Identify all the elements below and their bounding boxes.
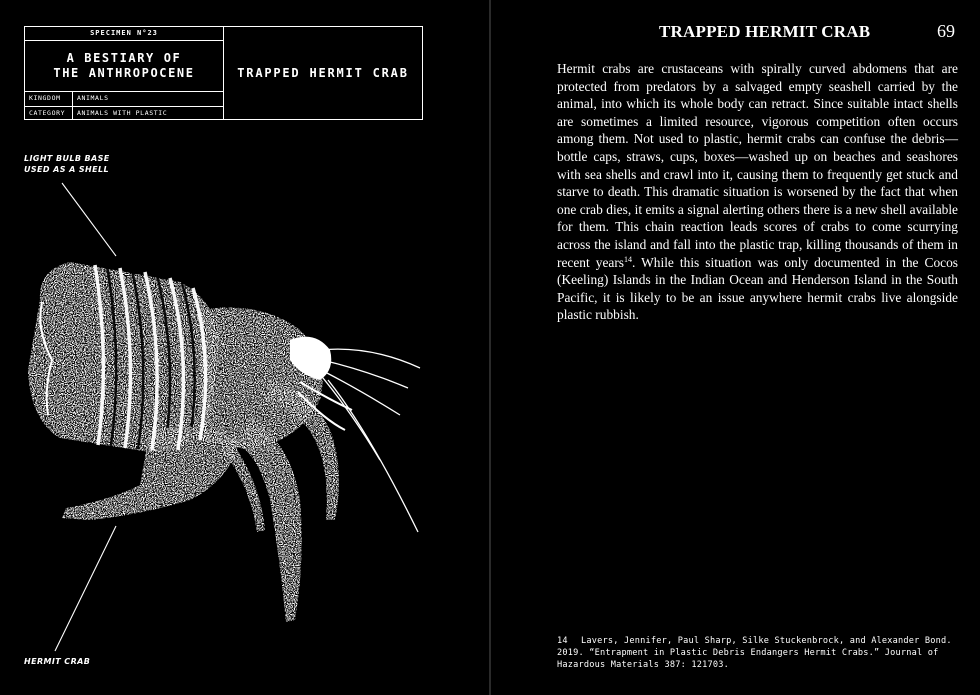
crab-pointer-line	[55, 526, 116, 651]
page-number: 69	[937, 21, 955, 41]
body-paragraph	[557, 60, 958, 324]
right-page	[491, 0, 980, 695]
kingdom-value: ANIMALS	[77, 94, 109, 102]
light-bulb-base-shell-icon	[28, 262, 220, 452]
category-key: CATEGORY	[25, 107, 73, 120]
footnote-text: Lavers, Jennifer, Paul Sharp, Silke Stuckenbrock, and Alexander Bond. 2019. “Entrapment in Plastic Debris Endangers Hermit Crabs.” Journal of Hazardous Materials 387: 121703.	[557, 636, 952, 670]
annotation-bulb-line-1: LIGHT BULB BASE	[24, 154, 110, 163]
running-title: TRAPPED HERMIT CRAB	[659, 22, 871, 41]
bulb-pointer-line	[62, 183, 116, 256]
kingdom-key: KINGDOM	[25, 92, 73, 106]
bestiary-title-line-1: A BESTIARY OF	[66, 51, 182, 65]
annotation-bulb-line-2: USED AS A SHELL	[24, 165, 109, 174]
body-text-part-2: . While this situation was only documented in the Cocos (Keeling) Islands in the Indian Ocean and Henderson Island in the South Pacific, it is likely to be an issue anywhere hermit crabs live alongside plastic rubbish.	[557, 254, 958, 323]
specimen-name: TRAPPED HERMIT CRAB	[237, 66, 409, 80]
left-page	[0, 0, 489, 695]
annotation-crab: HERMIT CRAB	[24, 657, 91, 666]
footnote-reference[interactable]: 14	[624, 254, 632, 264]
footnote	[557, 635, 957, 671]
bestiary-title-line-2: THE ANTHROPOCENE	[53, 66, 195, 80]
hermit-crab-illustration-icon	[0, 0, 489, 695]
annotation-bulb	[24, 153, 110, 175]
body-text-part-1: Hermit crabs are crustaceans with spirally curved abdomens that are protected from predators by a salvaged empty seashell carried by the animal, into which its whole body can retract. Since suitable intact shells are sometimes a limited resource, vigorous competition often occurs among them. Not used to plastic, hermit crabs can confuse the debris—bottle caps, straws, cups, boxes—washed up on beaches and seashores with sea shells and crawl into it, causing them to frequently get stuck and starve to death. This dramatic situation is worsened by the fact that when one crab dies, it emits a signal alerting others there is a new shell available for them. This chain reaction leads scores of crabs to come scurrying across the island and fall into the plastic trap, killing thousands of them in recent years	[557, 61, 958, 270]
specimen-number: SPECIMEN N°23	[25, 27, 223, 41]
footnote-number: 14	[557, 636, 568, 646]
category-value: ANIMALS WITH PLASTIC	[77, 109, 168, 117]
